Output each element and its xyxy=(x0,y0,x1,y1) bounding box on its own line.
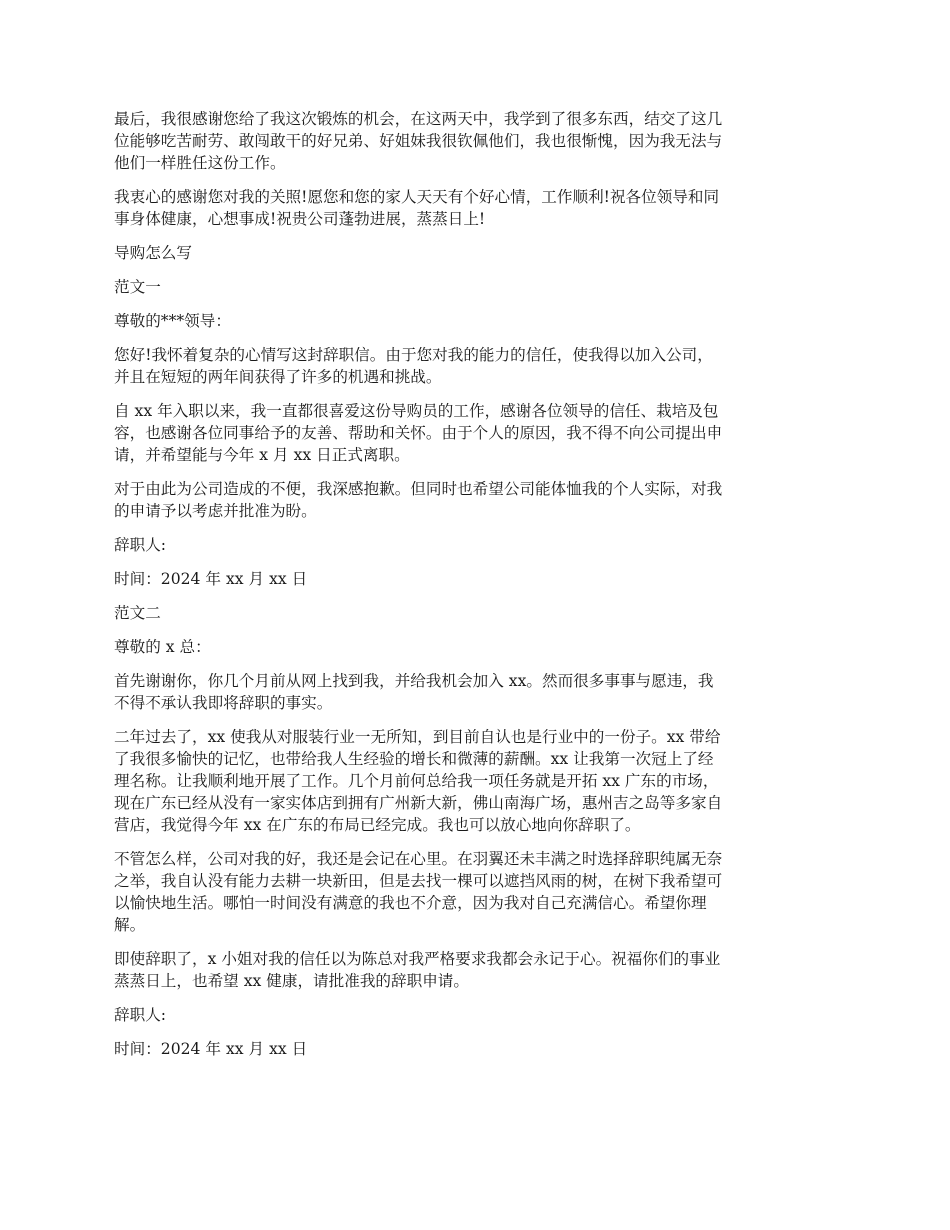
sample-two-date: 时间：2024 年 xx 月 xx 日 xyxy=(114,1040,308,1058)
sample-two-signature: 辞职人: xyxy=(114,1006,167,1024)
sample-one-date: 时间：2024 年 xx 月 xx 日 xyxy=(114,570,308,588)
closing-thanks-paragraph: 最后，我很感谢您给了我这次锻炼的机会，在这两天中，我学到了很多东西，结交了这几 位能够吃苦耐劳、敢闯敢干的好兄弟、好姐妹我很钦佩他们，我也很惭愧，因为我无法与 他们一样胜任这份工作。 xyxy=(114,110,723,172)
sample-one-heading: 范文一 xyxy=(114,278,161,296)
sample-one-salutation: 尊敬的***领导： xyxy=(114,312,231,330)
section-heading: 导购怎么写 xyxy=(114,244,192,262)
sample-one-paragraph: 对于由此为公司造成的不便，我深感抱歉。但同时也希望公司能体恤我的个人实际，对我 的申请予以考虑并批准为盼。 xyxy=(114,480,723,520)
sample-two-paragraph: 不管怎么样，公司对我的好，我还是会记在心里。在羽翼还未丰满之时选择辞职纯属无奈 之举，我自认没有能力去耕一块新田，但是去找一棵可以遮挡风雨的树，在树下我希望可 以愉快地生活。哪怕一时间没有满意的我也不介意，因为我对自己充满信心。希望你理 解。 xyxy=(114,850,723,934)
closing-wishes-paragraph: 我衷心的感谢您对我的关照!愿您和您的家人天天有个好心情，工作顺利!祝各位领导和同 事身体健康，心想事成!祝贵公司蓬勃进展，蒸蒸日上! xyxy=(114,188,720,228)
sample-two-paragraph: 二年过去了，xx 使我从对服装行业一无所知，到目前自认也是行业中的一份子。xx 带给 了我很多愉快的记忆，也带给我人生经验的增长和微薄的薪酬。xx 让我第一次冠上了经 理名称。让我顺利地开展了工作。几个月前何总给我一项任务就是开拓 xx 广东的市场， 现在广东已经从没有一家实体店到拥有广州新大新，佛山南海广场，惠州吉之岛等多家自 营店，我觉得今年 xx 在广东的布局已经完成。我也可以放心地向你辞职了。 xyxy=(114,728,723,834)
sample-one-signature: 辞职人: xyxy=(114,536,167,554)
document-body xyxy=(114,108,844,1072)
sample-two-salutation: 尊敬的 x 总： xyxy=(114,638,211,656)
sample-two-paragraph: 即使辞职了，x 小姐对我的信任以为陈总对我严格要求我都会永记于心。祝福你们的事业 蒸蒸日上，也希望 xx 健康，请批准我的辞职申请。 xyxy=(114,950,721,990)
sample-one-paragraph: 自 xx 年入职以来，我一直都很喜爱这份导购员的工作，感谢各位领导的信任、栽培及包 容，也感谢各位同事给予的友善、帮助和关怀。由于个人的原因，我不得不向公司提出申 请，并希望能与今年 x 月 xx 日正式离职。 xyxy=(114,402,723,464)
sample-two-paragraph: 首先谢谢你，你几个月前从网上找到我，并给我机会加入 xx。然而很多事事与愿违，我 不得不承认我即将辞职的事实。 xyxy=(114,672,714,712)
sample-one-paragraph: 您好!我怀着复杂的心情写这封辞职信。由于您对我的能力的信任，使我得以加入公司， 并且在短短的两年间获得了许多的机遇和挑战。 xyxy=(114,346,713,386)
sample-two-heading: 范文二 xyxy=(114,604,161,622)
